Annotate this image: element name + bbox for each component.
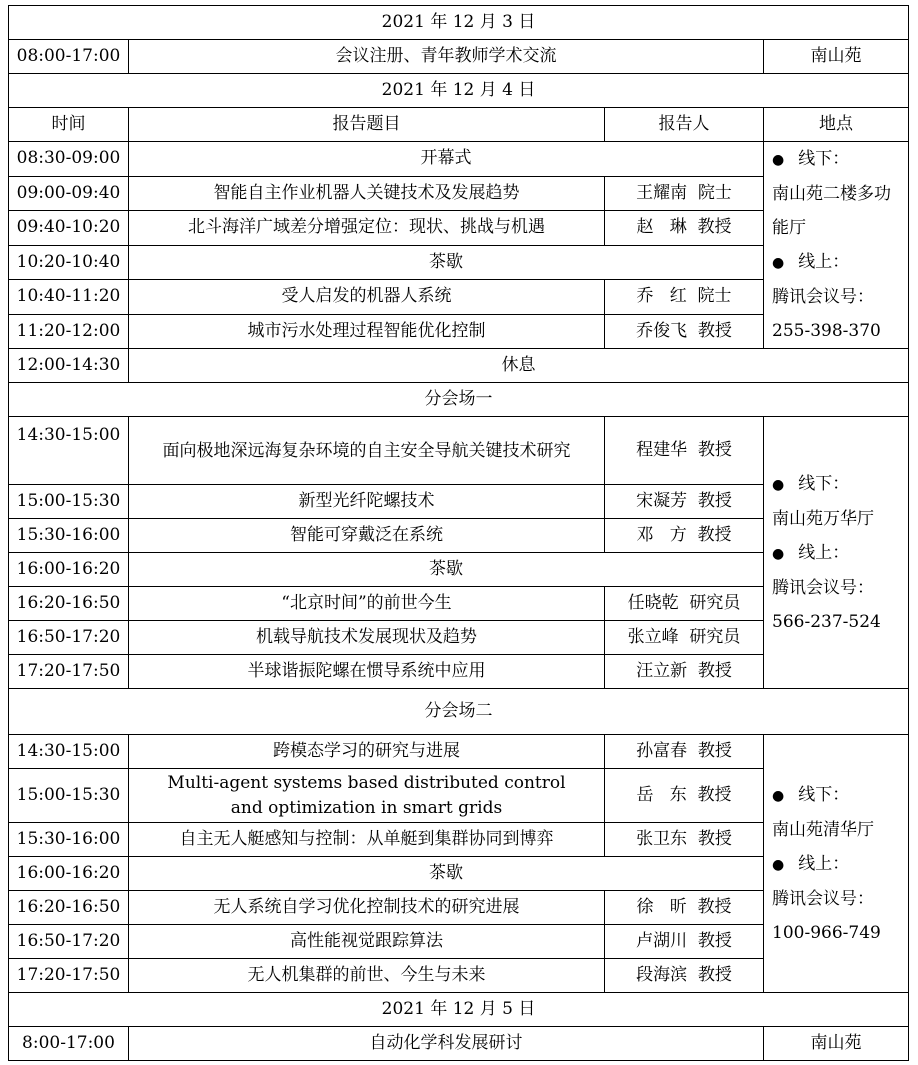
table-row	[9, 142, 909, 177]
header-topic: 报告题目	[129, 108, 605, 142]
topic-cell: 面向极地深远海复杂环境的自主安全导航关键技术研究	[129, 417, 605, 485]
speaker-cell: 孙富春 教授	[605, 735, 764, 769]
time-cell: 09:00-09:40	[9, 176, 129, 211]
time-cell: 16:50-17:20	[9, 925, 129, 959]
offline-label: 线下：	[798, 473, 850, 494]
speaker-cell: 程建华 教授	[605, 417, 764, 485]
time-cell: 14:30-15:00	[9, 417, 129, 485]
topic-cell: 休息	[129, 349, 909, 383]
speaker-cell: 段海滨 教授	[605, 959, 764, 993]
speaker-cell: 乔 红 院士	[605, 280, 764, 315]
topic-cell: 开幕式	[129, 142, 764, 177]
session1-title: 分会场一	[9, 383, 909, 417]
meeting-id: 100-966-749	[772, 922, 881, 943]
table-row	[9, 417, 909, 485]
online-label: 线上：	[798, 542, 850, 563]
speaker-cell: 王耀南 院士	[605, 176, 764, 211]
tencent-label: 腾讯会议号：	[772, 287, 874, 307]
time-cell: 15:00-15:30	[9, 769, 129, 823]
speaker-cell: 张卫东 教授	[605, 823, 764, 857]
speaker-cell: 岳 东 教授	[605, 769, 764, 823]
day-header-row	[9, 993, 909, 1027]
online-label: 线上：	[798, 252, 850, 272]
time-cell: 16:20-16:50	[9, 891, 129, 925]
column-header-row	[9, 108, 909, 142]
day1-date: 2021 年 12 月 3 日	[9, 6, 909, 40]
bullet-icon: ●	[772, 787, 785, 804]
time-cell: 17:20-17:50	[9, 655, 129, 689]
online-label: 线上：	[798, 853, 850, 874]
topic-cell: 半球谐振陀螺在惯导系统中应用	[129, 655, 605, 689]
speaker-cell: 徐 昕 教授	[605, 891, 764, 925]
offline-label: 线下：	[798, 149, 850, 169]
session2-title: 分会场二	[9, 689, 909, 735]
topic-cell: 北斗海洋广域差分增强定位：现状、挑战与机遇	[129, 211, 605, 246]
time-cell: 08:30-09:00	[9, 142, 129, 177]
topic-cell: 城市污水处理过程智能优化控制	[129, 314, 605, 349]
speaker-cell: 宋凝芳 教授	[605, 485, 764, 519]
time-cell: 11:20-12:00	[9, 314, 129, 349]
speaker-cell: 汪立新 教授	[605, 655, 764, 689]
topic-cell: 茶歇	[129, 553, 764, 587]
session-header-row	[9, 383, 909, 417]
meeting-id: 255-398-370	[772, 321, 881, 341]
topic-cell: “北京时间”的前世今生	[129, 587, 605, 621]
time-cell: 14:30-15:00	[9, 735, 129, 769]
time-cell: 15:30-16:00	[9, 519, 129, 553]
bullet-icon: ●	[772, 255, 785, 271]
speaker-cell: 邓 方 教授	[605, 519, 764, 553]
speaker-cell: 卢湖川 教授	[605, 925, 764, 959]
venue: 南山苑二楼多功能厅	[772, 184, 891, 238]
time-cell: 16:00-16:20	[9, 553, 129, 587]
topic-cell: 自动化学科发展研讨	[129, 1027, 764, 1061]
tencent-label: 腾讯会议号：	[772, 577, 874, 598]
time-cell: 12:00-14:30	[9, 349, 129, 383]
time-cell: 15:00-15:30	[9, 485, 129, 519]
speaker-cell: 乔俊飞 教授	[605, 314, 764, 349]
topic-cell: 高性能视觉跟踪算法	[129, 925, 605, 959]
topic-cell: 无人系统自学习优化控制技术的研究进展	[129, 891, 605, 925]
day-header-row	[9, 6, 909, 40]
speaker-cell: 任晓乾 研究员	[605, 587, 764, 621]
time-cell: 16:20-16:50	[9, 587, 129, 621]
day3-date: 2021 年 12 月 5 日	[9, 993, 909, 1027]
topic-cell: 茶歇	[129, 857, 764, 891]
topic-cell: Multi-agent systems based distributed control and optimization in smart grids	[129, 769, 605, 823]
topic-cell: 茶歇	[129, 245, 764, 280]
topic-cell: 智能自主作业机器人关键技术及发展趋势	[129, 176, 605, 211]
header-time: 时间	[9, 108, 129, 142]
bullet-icon: ●	[772, 152, 785, 168]
table-row	[9, 1027, 909, 1061]
header-place: 地点	[764, 108, 909, 142]
header-speaker: 报告人	[605, 108, 764, 142]
session2-location	[764, 735, 909, 993]
tencent-label: 腾讯会议号：	[772, 888, 874, 909]
topic-cell: 机载导航技术发展现状及趋势	[129, 621, 605, 655]
place-cell: 南山苑	[764, 40, 909, 74]
session-header-row	[9, 689, 909, 735]
day2-date: 2021 年 12 月 4 日	[9, 74, 909, 108]
time-cell: 08:00-17:00	[9, 40, 129, 74]
table-row	[9, 735, 909, 769]
place-cell: 南山苑	[764, 1027, 909, 1061]
topic-cell: 跨模态学习的研究与进展	[129, 735, 605, 769]
bullet-icon: ●	[772, 856, 785, 873]
bullet-icon: ●	[772, 545, 785, 562]
morning-location	[764, 142, 909, 349]
bullet-icon: ●	[772, 476, 785, 493]
meeting-id: 566-237-524	[772, 611, 881, 632]
day-header-row	[9, 74, 909, 108]
topic-cell: 智能可穿戴泛在系统	[129, 519, 605, 553]
topic-cell: 会议注册、青年教师学术交流	[129, 40, 764, 74]
topic-cell: 新型光纤陀螺技术	[129, 485, 605, 519]
speaker-cell: 赵 琳 教授	[605, 211, 764, 246]
session1-location	[764, 417, 909, 689]
time-cell: 16:00-16:20	[9, 857, 129, 891]
time-cell: 15:30-16:00	[9, 823, 129, 857]
venue: 南山苑万华厅	[772, 508, 874, 529]
time-cell: 8:00-17:00	[9, 1027, 129, 1061]
offline-label: 线下：	[798, 784, 850, 805]
speaker-cell: 张立峰 研究员	[605, 621, 764, 655]
table-row	[9, 40, 909, 74]
topic-cell: 无人机集群的前世、今生与未来	[129, 959, 605, 993]
venue: 南山苑清华厅	[772, 819, 874, 840]
time-cell: 10:20-10:40	[9, 245, 129, 280]
schedule-table	[8, 5, 909, 1061]
topic-cell: 受人启发的机器人系统	[129, 280, 605, 315]
time-cell: 17:20-17:50	[9, 959, 129, 993]
table-row	[9, 349, 909, 383]
time-cell: 09:40-10:20	[9, 211, 129, 246]
time-cell: 16:50-17:20	[9, 621, 129, 655]
topic-cell: 自主无人艇感知与控制：从单艇到集群协同到博弈	[129, 823, 605, 857]
time-cell: 10:40-11:20	[9, 280, 129, 315]
